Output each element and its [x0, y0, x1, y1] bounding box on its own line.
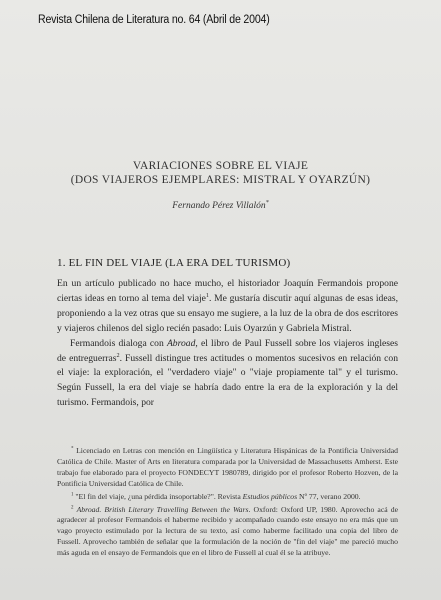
footnote-2 [57, 505, 398, 560]
footnote-1-text-b: Nº 77, verano 2000. [297, 491, 361, 501]
footnote-1-journal: Estudios públicos [242, 491, 298, 501]
author-footnote-mark: * [265, 199, 269, 206]
footnote-author-text: Licenciado en Letras con mención en Lingüística y Literatura Hispánicas de la Pontificia Universidad Católica de Chile. Master of Arts en literatura comparada por la Universidad de Massachusetts Amherst. Este trabajo fue elaborado para el proyecto FONDECYT 1980789, dirigido por el profesor Roberto Hozven, de la Pontificia Universidad Católica de Chile. [57, 446, 399, 488]
footnote-author-mark: * [71, 446, 74, 452]
paragraph-2-text-a: Fermandois dialoga con [70, 337, 167, 349]
section-heading: 1. EL FIN DEL VIAJE (LA ERA DEL TURISMO) [57, 257, 291, 269]
footnote-2-mark: 2 [71, 504, 74, 510]
footnote-2-text: . Oxford: Oxford UP, 1980. Aprovecho acá de agradecer al profesor Fermandois el haberme recibido y acompañado cuando este ensayo no era más que un vago proyecto estimulado por la lectura de su texto, así como haberme facilitado una copia del libro de Fussell. Aprovecho también de señalar que la formulación de la noción de "fin del viaje" me pareció mucho más aguda en el ensayo de Fermandois que en el libro de Fussell al cual él se la atribuye. [57, 504, 399, 558]
footnote-1-mark: 1 [71, 492, 74, 498]
paragraph-2-text-c: . Fussell distingue tres actitudes o momentos sucesivos en relación con el viaje: la exploración, el "verdadero viaje" o "viaje propiamente tal" y el turismo. Según Fussell, la era del viaje se habría dado entre la era de la exploración y la del turismo. Fermandois, por [57, 352, 398, 409]
title-line-1: VARIACIONES SOBRE EL VIAJE [132, 160, 309, 172]
paragraph-2-text-b: , el libro de Paul Fussell sobre los viajeros ingleses de entreguerras [57, 337, 398, 364]
paragraph-1-text-b: . Me gustaría discutir aquí algunas de esas ideas, proponiendo a la vez otras que su ensayo me sugiere, a la luz de la obra de dos escritores y viajeros chilenos del siglo recién pasado: Luis Oyarzún y Gabriela Mistral. [57, 292, 398, 334]
title-line-2: (DOS VIAJEROS EJEMPLARES: MISTRAL Y OYARZÚN) [70, 174, 371, 186]
body-text [57, 277, 398, 411]
footnote-ref-2: 2 [116, 351, 120, 359]
footnote-1 [57, 492, 398, 503]
footnote-author [57, 446, 398, 490]
author-byline [0, 201, 441, 211]
author-name: Fernando Pérez Villalón [172, 201, 266, 211]
paragraph-1 [57, 277, 398, 337]
footnote-1-text-a: "El fin del viaje, ¿una pérdida insoportable?". Revista [75, 491, 243, 501]
footnote-2-book: Abroad. British Literary Travelling Between the Wars [76, 504, 249, 514]
paragraph-1-text-a: En un artículo publicado no hace mucho, el historiador Joaquín Fermandois propone ciertas ideas en torno al tema del viaje [57, 278, 398, 304]
running-head: Revista Chilena de Literatura no. 64 (Abril de 2004) [38, 14, 270, 26]
footnotes [57, 446, 398, 561]
paragraph-2 [57, 337, 398, 412]
book-title-abroad: Abroad [166, 337, 196, 349]
footnote-ref-1: 1 [205, 291, 210, 299]
article-title [0, 159, 441, 187]
